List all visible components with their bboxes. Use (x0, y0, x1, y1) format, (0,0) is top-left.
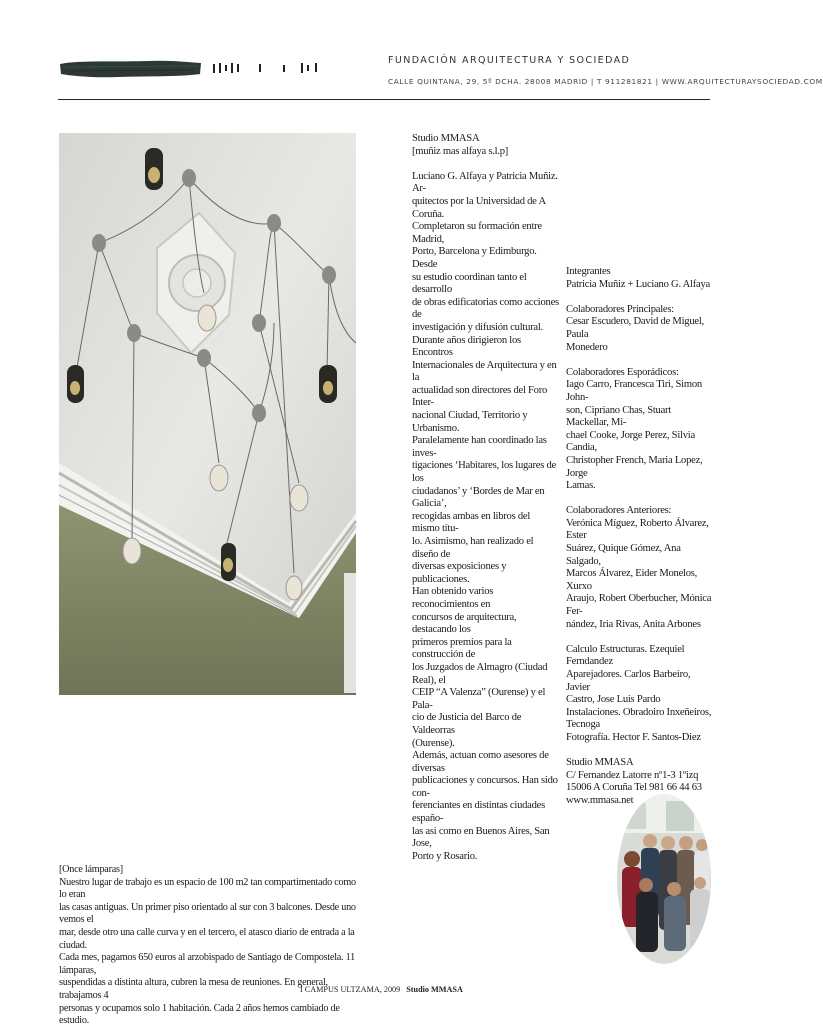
members-heading: Integrantes (566, 266, 611, 277)
footer-event: I CAMPUS ULTZAMA, 2009 (300, 985, 401, 994)
photo-caption (59, 864, 359, 1028)
credits-column (566, 266, 714, 808)
logo-marks (210, 60, 330, 76)
bio-line: Además, actuan como asesores de diversas (412, 750, 549, 774)
credits-line: Suárez, Quique Gómez, Ana Salgado, (566, 543, 681, 567)
former-collaborators-heading: Colaboradores Anteriores: (566, 505, 672, 517)
credits-line: Christopher French, Maria Lopez, Jorge (566, 454, 703, 479)
bio-line: recogidas ambas en libros del mismo títu- (412, 510, 531, 535)
bio-line: de obras edificatorias como acciones de (412, 296, 559, 321)
credits-line: Monedero (566, 341, 608, 353)
caption-line: Cada mes, pagamos 650 euros al arzobispado de Santiago de Compostela. 11 lámparas, (59, 952, 355, 976)
members-names: Patricia Muñiz + Luciano G. Alfaya (566, 278, 710, 290)
contact-studio-name: Studio MMASA (566, 757, 634, 769)
caption-line: personas y ocupamos solo 1 habitación. Cada 2 años hemos cambiado de estudio. (59, 1002, 340, 1027)
page-footer (300, 985, 463, 994)
bio-line: Completaron su formación entre Madrid, (412, 221, 542, 245)
credits-line: Cesar Escudero, David de Miguel, Paula (566, 316, 704, 340)
bio-line: nacional Ciudad, Territorio y Urbanismo. (412, 410, 528, 434)
header-divider (58, 99, 710, 100)
bio-line: los Juzgados de Almagro (Ciudad Real), el (412, 661, 548, 686)
technical-credits-line: Calculo Estructuras. Ezequiel Ferndandez (566, 643, 685, 668)
bio-line: publicaciones y concursos. Han sido con- (412, 775, 558, 799)
organization-name: FUNDACIÓN ARQUITECTURA Y SOCIEDAD (388, 55, 631, 66)
technical-credits-line: Instalaciones. Obradoiro Inxeñeiros, (566, 706, 712, 718)
bio-line: investigación y difusión cultural. (412, 321, 543, 333)
caption-title: [Once lámparas] (59, 864, 123, 875)
credits-line: chael Cooke, Jorge Perez, Silvia Candia, (566, 429, 695, 454)
credits-line: Araujo, Robert Oberbucher, Mónica Fer- (566, 593, 712, 618)
credits-line: son, Cipriano Chas, Stuart Mackellar, Mi- (566, 404, 672, 429)
bio-line: (Ourense). (412, 737, 455, 749)
main-collaborators-heading: Colaboradores Principales: (566, 303, 674, 315)
bio-line: cio de Justicia del Barco de Valdeorras (412, 712, 522, 736)
studio-legal-name: [muñiz mas alfaya s.l.p] (412, 145, 509, 157)
bio-line: Porto y Rosario. (412, 850, 478, 862)
bio-line: CEIP “A Valenza” (Ourense) y el Pala- (412, 687, 546, 711)
contact-address: C/ Fernandez Latorre nº1-3 1ºizq (566, 769, 699, 781)
bio-line: tigaciones ‘Habitares, los lugares de los (412, 460, 557, 485)
caption-line: Nuestro lugar de trabajo es un espacio de 100 m2 tan compartimentado como lo eran (59, 876, 356, 901)
technical-credits-line: Tecnoga (566, 719, 600, 731)
contact-city-phone: 15006 A Coruña Tel 981 66 44 63 (566, 782, 702, 794)
contact-website: www.mmasa.net (566, 794, 634, 806)
bio-line: quitectos por la Universidad de A Coruña. (412, 195, 546, 220)
bio-line: Porto, Barcelona y Edimburgo. Desde (412, 246, 537, 270)
caption-line: las casas antiguas. Un primer piso orientado al sur con 3 balcones. Desde uno vemos el (59, 901, 356, 926)
brush-stroke-logo (58, 58, 203, 80)
organization-address: CALLE QUINTANA, 29, 5º DCHA. 28008 MADRID | T 911281821 | WWW.ARQUITECTURAYSOCIEDAD.COM (388, 77, 823, 86)
credits-line: nández, Iria Rivas, Anita Arbones (566, 618, 701, 630)
bio-line: diversas exposiciones y publicaciones. (412, 561, 507, 585)
studio-description-column (412, 133, 560, 863)
bio-line: las asi como en Buenos Aires, San Jose, (412, 825, 550, 850)
bio-line: su estudio coordinan tanto el desarrollo (412, 271, 527, 296)
bio-line: Internacionales de Arquitectura y en la (412, 359, 557, 384)
technical-credits-line: Castro, Jose Luis Pardo (566, 694, 661, 706)
bio-line: Luciano G. Alfaya y Patricia Muñiz. Ar- (412, 170, 558, 195)
studio-name: Studio MMASA (412, 133, 480, 144)
team-group-photo (616, 793, 712, 965)
bio-line: Paralelamente han coordinado las inves- (412, 435, 547, 459)
bio-line: Durante años dirigieron los Encontros (412, 334, 521, 359)
credits-line: Lamas. (566, 480, 596, 492)
bio-line: Han obtenido varios reconocimientos en (412, 586, 494, 610)
bio-line: actualidad son directores del Foro Inter- (412, 384, 548, 409)
technical-credits-line: Aparejadores. Carlos Barbeiro, Javier (566, 669, 691, 693)
credits-line: Marcos Álvarez, Eider Monelos, Xurxo (566, 568, 698, 592)
bio-line: lo. Asimismo, han realizado el diseño de (412, 536, 534, 560)
credits-line: Verónica Míguez, Roberto Álvarez, Ester (566, 517, 709, 542)
lamps-ceiling-photo (59, 133, 356, 695)
bio-line: concursos de arquitectura, destacando los (412, 611, 517, 636)
footer-studio: Studio MMASA (406, 985, 463, 994)
caption-line: mar, desde otro una calle curva y en el tercero, el atasco diario de entrada a la ciudad. (59, 926, 355, 951)
credits-line: Iago Carro, Francesca Tiri, Simon John- (566, 379, 702, 403)
occasional-collaborators-heading: Colaboradores Esporádicos: (566, 366, 679, 378)
bio-line: primeros premios para la construcción de (412, 636, 512, 661)
technical-credits-line: Fotografía. Hector F. Santos-Diez (566, 731, 701, 743)
caption-line: suspendidas a distinta altura, cubren la mesa de reuniones. En general, trabajamos 4 (59, 977, 328, 1001)
bio-line: ciudadanos’ y ‘Bordes de Mar en Galicia’, (412, 485, 545, 510)
bio-line: ferenciantes en distintas ciudades españo- (412, 800, 545, 825)
